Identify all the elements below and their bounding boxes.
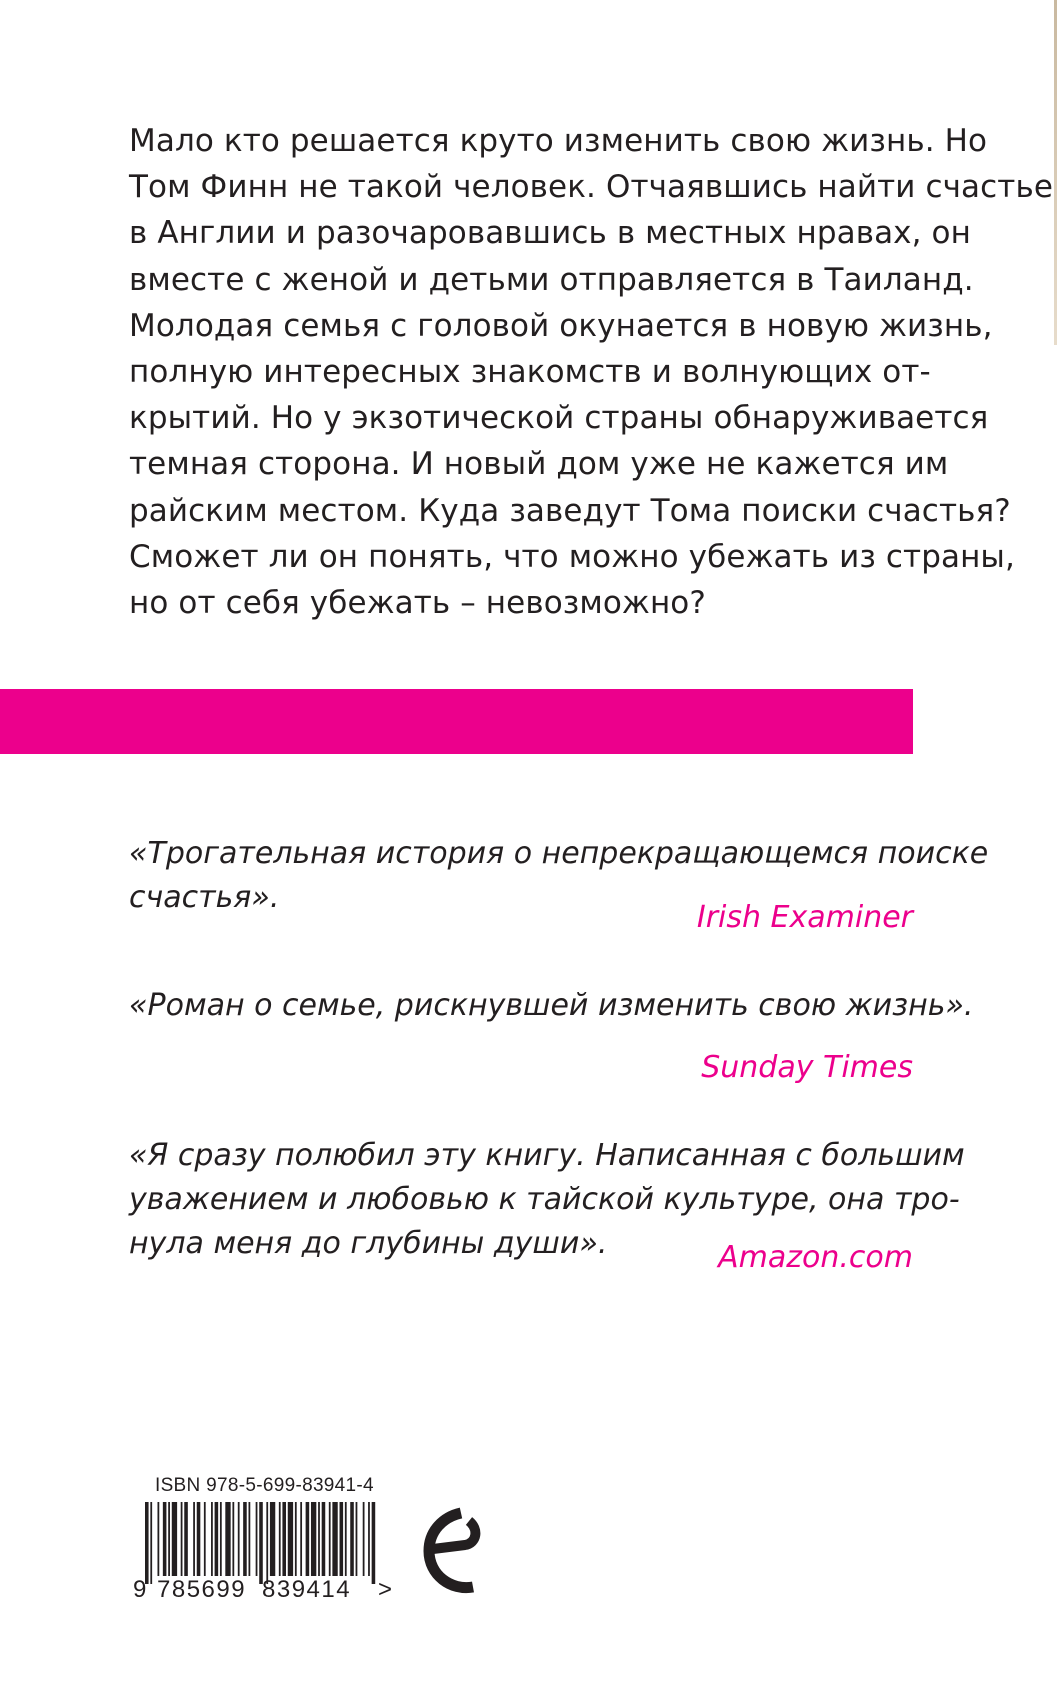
barcode-bar xyxy=(340,1502,344,1576)
barcode-bar xyxy=(266,1502,268,1584)
quote-line: «Трогательная история о непрекращающемся поиске xyxy=(129,836,989,871)
description-line: темная сторона. И новый дом уже не кажется им xyxy=(129,446,949,483)
barcode-bar xyxy=(372,1502,376,1584)
barcode-bar xyxy=(232,1502,234,1576)
description-line: в Англии и разочаровавшись в местных нравах, он xyxy=(129,215,971,252)
barcode-bar xyxy=(356,1502,358,1576)
barcode-graphic xyxy=(145,1502,377,1584)
barcode-bar xyxy=(204,1502,206,1576)
barcode-bar xyxy=(282,1502,286,1576)
quote-line: счастья». xyxy=(129,880,280,915)
barcode-digit-first: 9 xyxy=(133,1576,147,1603)
barcode-bar xyxy=(350,1502,354,1576)
barcode-bar xyxy=(243,1502,247,1576)
barcode-bar xyxy=(279,1502,281,1576)
barcode-bar xyxy=(329,1502,331,1576)
barcode-bar xyxy=(270,1502,275,1576)
book-description xyxy=(129,118,1053,626)
barcode-bar xyxy=(295,1502,297,1576)
barcode-bar xyxy=(172,1502,177,1576)
barcode-bar xyxy=(288,1502,293,1576)
description-line: Мало кто решается круто изменить свою жизнь. Но xyxy=(129,123,988,159)
barcode-bar xyxy=(211,1502,213,1576)
publisher-logo xyxy=(423,1505,483,1595)
barcode-bar xyxy=(145,1502,149,1584)
barcode-bar xyxy=(259,1502,263,1584)
review-source-1: Irish Examiner xyxy=(696,900,913,935)
quote-line: уважением и любовью к тайской культуре, она тро- xyxy=(129,1182,960,1217)
barcode-bar xyxy=(163,1502,167,1576)
description-line: вместе с женой и детьми отправляется в Таиланд. xyxy=(129,261,974,298)
barcode-bar xyxy=(238,1502,240,1576)
barcode-bar xyxy=(225,1502,230,1576)
description-line: райским местом. Куда заведут Тома поиски счастья? xyxy=(129,492,1011,529)
barcode-bar xyxy=(249,1502,251,1576)
review-source-2: Sunday Times xyxy=(701,1050,913,1085)
description-line: Сможет ли он понять, что можно убежать из страны, xyxy=(129,538,1015,575)
barcode-digits xyxy=(133,1576,395,1606)
barcode-bar xyxy=(256,1502,258,1576)
barcode-bar xyxy=(318,1502,320,1576)
barcode-bar xyxy=(363,1502,365,1576)
barcode-end-mark: > xyxy=(378,1576,393,1603)
barcode-digits-left: 785699 xyxy=(157,1576,247,1603)
barcode-bar xyxy=(368,1502,370,1576)
barcode-bar xyxy=(168,1502,170,1576)
barcode-bar xyxy=(220,1502,222,1576)
barcode-bar xyxy=(311,1502,316,1576)
review-source-3: Amazon.com xyxy=(718,1240,913,1275)
quote-line: «Я сразу полюбил эту книгу. Написанная с большим xyxy=(129,1138,965,1173)
barcode-bar xyxy=(322,1502,326,1576)
description-line: полную интересных знакомств и волнующих от- xyxy=(129,353,931,390)
barcode-bar xyxy=(157,1502,159,1576)
quote-line: нула меня до глубины души». xyxy=(129,1226,608,1261)
isbn-label: ISBN 978-5-699-83941-4 xyxy=(155,1475,374,1496)
barcode-bar xyxy=(184,1502,188,1576)
barcode-bar xyxy=(306,1502,310,1576)
barcode-bar xyxy=(345,1502,347,1576)
description-line: крытий. Но у экзотической страны обнаруживается xyxy=(129,400,989,437)
barcode-bar xyxy=(215,1502,219,1576)
barcode-bar xyxy=(300,1502,302,1576)
barcode-bar xyxy=(197,1502,201,1576)
description-line: Том Финн не такой человек. Отчаявшись найти счастье xyxy=(129,169,1053,206)
barcode-bar xyxy=(181,1502,183,1576)
barcode-bar xyxy=(193,1502,195,1576)
description-line: Молодая семья с головой окунается в новую жизнь, xyxy=(129,307,993,344)
barcode-bar xyxy=(332,1502,337,1576)
barcode-bar xyxy=(150,1502,152,1584)
barcode-digits-right: 839414 xyxy=(262,1576,352,1603)
quote-line: «Роман о семье, рискнувшей изменить свою жизнь». xyxy=(129,988,974,1023)
review-quote-2 xyxy=(129,984,974,1028)
accent-band xyxy=(0,689,913,754)
description-line: но от себя убежать – невозможно? xyxy=(129,584,706,621)
